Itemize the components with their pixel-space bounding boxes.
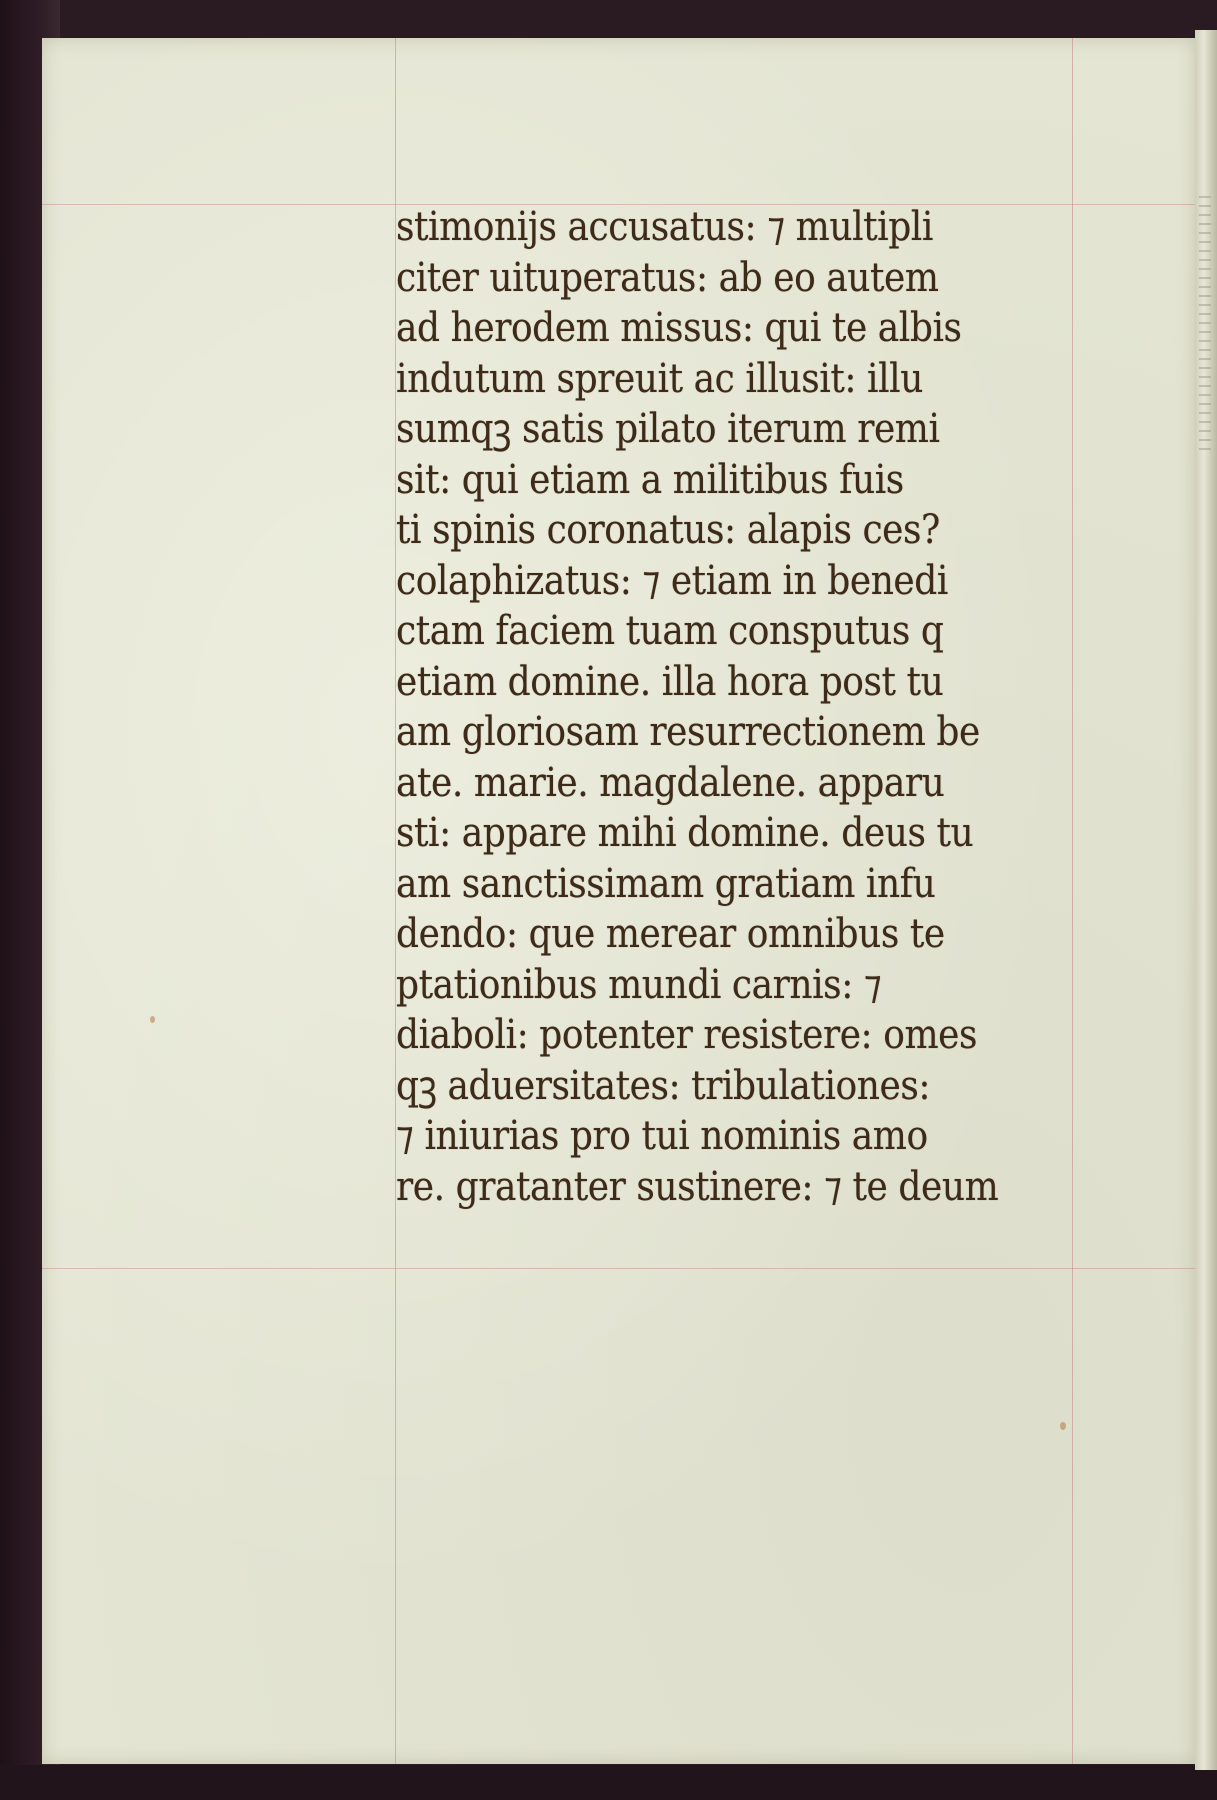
text-line: sit: qui etiam a militibus fuis	[396, 456, 904, 503]
text-line: ti spinis coronatus: alapis ces?	[396, 507, 940, 553]
text-line: colaphizatus: ⁊ etiam in benedi	[396, 557, 948, 604]
ruling-bottom	[42, 1268, 1195, 1269]
page-edge	[1195, 30, 1217, 1770]
text-line: ctam faciem tuam consputus q	[396, 608, 944, 654]
text-line: am sanctissimam gratiam infu	[396, 860, 936, 907]
background-bottom	[0, 1765, 1217, 1800]
text-line: ad herodem missus: qui te albis	[396, 305, 962, 351]
text-line: indutum spreuit ac illusit: illu	[396, 355, 923, 402]
text-line: diaboli: potenter resistere: omes	[396, 1012, 978, 1058]
foxing-spot	[150, 1016, 155, 1023]
text-line: re. gratanter sustinere: ⁊ te deum	[396, 1163, 999, 1210]
text-line: ⁊ iniurias pro tui nominis amo	[396, 1113, 928, 1159]
manuscript-text	[396, 202, 1096, 1212]
text-line: am gloriosam resurrectionem be	[396, 709, 980, 755]
foxing-spot	[1060, 1422, 1066, 1430]
text-line: dendo: que merear omnibus te	[396, 911, 945, 957]
text-line: sumqꝫ satis pilato iterum remi	[396, 406, 940, 452]
text-line: etiam domine. illa hora post tu	[396, 658, 944, 705]
text-line: stimonijs accusatus: ⁊ multipli	[396, 204, 933, 250]
text-line: citer uituperatus: ab eo autem	[396, 254, 939, 301]
text-line: qꝫ aduersitates: tribulationes:	[396, 1062, 931, 1109]
text-line: ptationibus mundi carnis: ⁊	[396, 961, 882, 1008]
text-line: sti: appare mihi domine. deus tu	[396, 810, 974, 856]
text-line: ate. marie. magdalene. apparu	[396, 759, 945, 806]
